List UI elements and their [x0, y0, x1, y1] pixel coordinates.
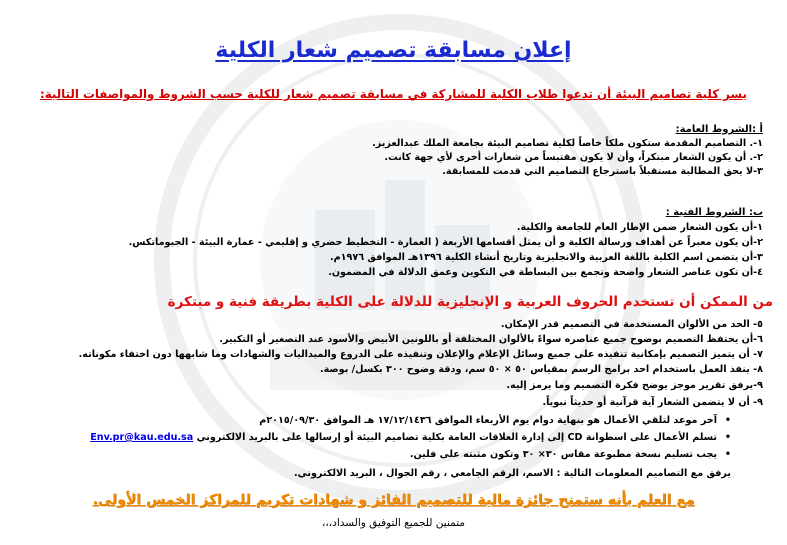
- general-item-3: ٣-لا يحق المطالبة مستقبلاً باسترجاع التصاميم التي قدمت للمسابقة.: [442, 166, 763, 177]
- email-link[interactable]: Env.pr@kau.edu.sa: [90, 432, 194, 443]
- submission-note: [20, 431, 731, 444]
- technical-item-1: ١-أن يكون الشعار ضمن الإطار العام للجامعة والكلية.: [516, 222, 763, 233]
- general-item-2: ٢-. أن يكون الشعار مبتكراً، وأن لا يكون مقتبساً من شعارات أخرى لأي جهة كانت.: [384, 152, 763, 163]
- award-text: مع العلم بأنه ستمنح جائزة مالية للتصميم الفائز و شهادات تكريم للمراكز الخمس الأولى.: [92, 492, 695, 508]
- technical-item-5: ٥- الحد من الألوان المستخدمة في التصميم قدر الإمكان.: [500, 319, 763, 330]
- general-heading: أ :الشروط العامة:: [675, 124, 763, 135]
- general-item-1: ١-. التصاميم المقدمة ستكون ملكاً خاصاً لكلية تصاميم البيئة بجامعة الملك عبدالعزيز.: [372, 138, 763, 149]
- deadline-note: [20, 414, 731, 427]
- technical-item-7: ٧- أن يتميز التصميم بإمكانية تنفيذه على جميع وسائل الإعلام والإعلان وتنفيذه على الدروع والميداليات والشهادات وما شابهها دون اختفاء مكوناته.: [78, 349, 763, 360]
- attach-note: يرفق مع التصاميم المعلومات التالية : الاسم، الرقم الجامعي ، رقم الجوال ، البريد الالكتروني.: [294, 468, 731, 479]
- print-note: [20, 448, 731, 461]
- print-text: يجب تسليم نسخة مطبوعة مقاس ٣٠× ٣٠ وتكون مثبته على فلين.: [409, 449, 717, 460]
- page-title: إعلان مسابقة تصميم شعار الكلية: [215, 38, 572, 63]
- submission-text: تسلم الأعمال على اسطوانة CD إلى إدارة العلاقات العامة بكلية تصاميم البيئة أو إرسالها على بالبريد الالكتروني: [196, 432, 717, 443]
- bullet-icon: •: [724, 432, 731, 443]
- technical-item-3: ٣-أن يتضمن اسم الكلية باللغة العربية والانجليزية وتاريخ أنشاء الكلية ١٣٩٦هـ الموافق ١٩٧٦م.: [329, 252, 763, 263]
- closing-text: متمنين للجميع التوفيق والسداد،،،: [322, 517, 465, 529]
- highlight-text: من الممكن أن تستخدم الحروف العربية و الإنجليزية للدلالة على الكلية بطريقة فنية و مبتكرة: [167, 294, 773, 310]
- technical-item-9: ٩-يرفق تقرير موجز يوضح فكرة التصميم وما يرمز إليه.: [506, 380, 763, 391]
- bullet-icon: •: [724, 415, 731, 426]
- technical-item-4: ٤-أن تكون عناصر الشعار واضحة وتجمع بين البساطة في التكوين وعمق الدلالة في المضمون.: [328, 267, 763, 278]
- intro-text: يسر كلية تصاميم البيئة أن تدعوا طلاب الكلية للمشاركة في مسابقة تصميم شعار للكلية حسب الشروط والمواصفات التالية:: [40, 87, 747, 101]
- technical-item-2: ٢-أن يكون معبراً عن أهداف ورسالة الكلية و أن يمثل أقسامها الأربعة ( العمارة - التخطيط حضري و إقليمي - عمارة البيئة - الجيوماتكس.: [128, 237, 763, 248]
- deadline-text: آخر موعد لتلقي الأعمال هو بنهاية دوام يوم الأربعاء الموافق ١٧/١٢/١٤٣٦ هـ الموافق ٢٠١٥/٠٩/٣٠م: [259, 415, 717, 426]
- bullet-icon: •: [724, 449, 731, 460]
- technical-item-10: ٩- أن لا يتضمن الشعار آية قرآنية أو حديثاً نبوياً.: [542, 397, 763, 408]
- technical-heading: ب: الشروط الفنية :: [665, 207, 763, 218]
- technical-item-8: ٨- ينفذ العمل باستخدام احد برامج الرسم بمقياس ٥٠ × ٥٠ سم، ودقة وضوح ٣٠٠ بكسل/ بوصة.: [319, 364, 763, 375]
- technical-item-6: ٦-أن يحتفظ التصميم بوضوح جميع عناصره سواءً بالألوان المختلفة أو باللونين الأبيض والأسود عند التصغير أو التكبير.: [219, 334, 763, 345]
